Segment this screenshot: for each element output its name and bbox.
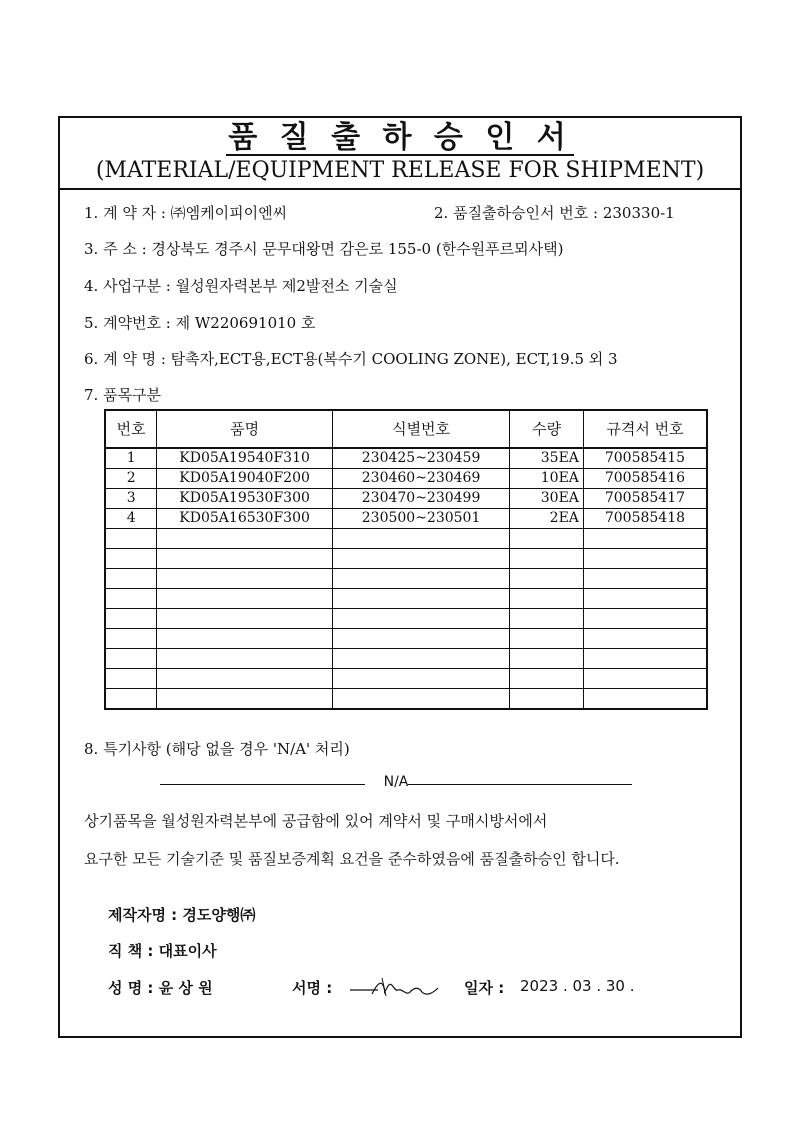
release-form [58, 116, 742, 1038]
row-number: 4 [105, 509, 157, 529]
items-table [104, 409, 708, 710]
business-unit-field: 4. 사업구분 : 월성원자력본부 제2발전소 기술실 [84, 277, 398, 295]
contract-number-field: 5. 계약번호 : 제 W220691010 호 [84, 314, 316, 332]
remarks-value-row [160, 774, 632, 794]
row-spec-number: 700585418 [583, 509, 707, 529]
row-id-number: 230500~230501 [332, 509, 509, 529]
row-quantity: 30EA [510, 489, 584, 509]
date-label: 일자 : [464, 979, 505, 997]
row-item-name: KD05A19040F200 [157, 469, 333, 489]
maker-name: 제작자명 : 경도양행㈜ [108, 906, 256, 924]
empty-row [105, 669, 707, 689]
empty-row [105, 589, 707, 609]
signature-image [348, 974, 440, 1000]
row-spec-number: 700585416 [583, 469, 707, 489]
row-item-name: KD05A16530F300 [157, 509, 333, 529]
signature-label: 서명 : [292, 979, 333, 997]
header-quantity: 수량 [510, 410, 584, 448]
header-number: 번호 [105, 410, 157, 448]
row-number: 2 [105, 469, 157, 489]
row-id-number: 230460~230469 [332, 469, 509, 489]
row-number: 1 [105, 448, 157, 469]
item-section-label: 7. 품목구분 [84, 386, 162, 404]
approval-number-field: 2. 품질출하승인서 번호 : 230330-1 [434, 204, 675, 222]
empty-row [105, 689, 707, 710]
row-quantity: 10EA [510, 469, 584, 489]
row-spec-number: 700585415 [583, 448, 707, 469]
table-row [105, 489, 707, 509]
statement-line-1: 상기품목을 월성원자력본부에 공급함에 있어 계약서 및 구매시방서에서 [84, 812, 548, 830]
header-item-name: 품명 [157, 410, 333, 448]
table-row [105, 448, 707, 469]
title-box [60, 118, 740, 190]
table-row [105, 469, 707, 489]
row-item-name: KD05A19540F310 [157, 448, 333, 469]
table-header-row [105, 410, 707, 448]
empty-row [105, 569, 707, 589]
row-spec-number: 700585417 [583, 489, 707, 509]
row-id-number: 230425~230459 [332, 448, 509, 469]
contract-name-field: 6. 계 약 명 : 탐촉자,ECT용,ECT용(복수기 COOLING ZONE), ECT,19.5 외 3 [84, 350, 618, 368]
empty-row [105, 549, 707, 569]
row-quantity: 35EA [510, 448, 584, 469]
empty-row [105, 609, 707, 629]
divider [408, 784, 632, 785]
statement-line-2: 요구한 모든 기술기준 및 품질보증계획 요건을 준수하였음에 품질출하승인 합니다. [84, 850, 620, 868]
row-number: 3 [105, 489, 157, 509]
row-quantity: 2EA [510, 509, 584, 529]
header-spec-number: 규격서 번호 [583, 410, 707, 448]
position: 직 책 : 대표이사 [108, 942, 217, 960]
address-field: 3. 주 소 : 경상북도 경주시 문무대왕면 감은로 155-0 (한수원푸르뫼사택) [84, 240, 564, 258]
contractor-field: 1. 계 약 자 : ㈜엠케이피이엔씨 [84, 204, 288, 222]
row-item-name: KD05A19530F300 [157, 489, 333, 509]
empty-row [105, 649, 707, 669]
header-id-number: 식별번호 [332, 410, 509, 448]
representative-name: 성 명 : 윤 상 원 [108, 979, 213, 997]
date-value: 2023 . 03 . 30 . [520, 977, 635, 995]
table-row [105, 509, 707, 529]
remarks-label: 8. 특기사항 (해당 없을 경우 'N/A' 처리) [84, 740, 350, 758]
divider [160, 784, 365, 785]
row-id-number: 230470~230499 [332, 489, 509, 509]
title-korean: 품 질 출 하 승 인 서 [228, 120, 572, 155]
remarks-value: N/A [383, 774, 409, 790]
title-english: (MATERIAL/EQUIPMENT RELEASE FOR SHIPMENT) [95, 158, 705, 183]
empty-row [105, 529, 707, 549]
empty-row [105, 629, 707, 649]
